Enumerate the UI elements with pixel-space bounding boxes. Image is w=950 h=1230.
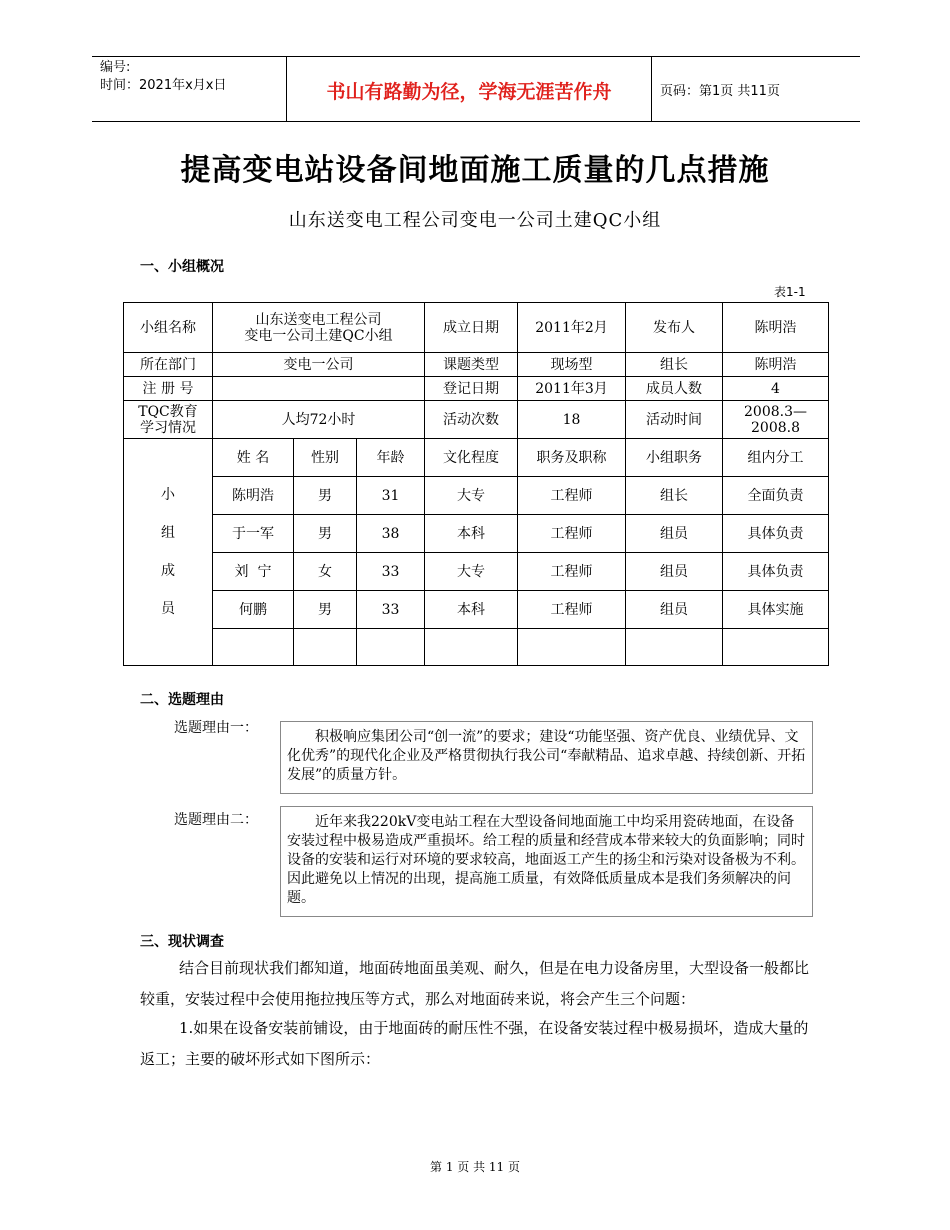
- column-header: 性别: [294, 439, 357, 477]
- group-name-line-2: 变电一公司土建QC小组: [244, 327, 393, 344]
- table-row: [124, 377, 829, 401]
- table-cell: 陈明浩: [213, 477, 294, 515]
- column-header: 文化程度: [425, 439, 518, 477]
- column-header: 姓 名: [213, 439, 294, 477]
- doc-time-label: 时间：2021年x月x日: [100, 78, 227, 93]
- table-cell: 人均72小时: [213, 401, 425, 439]
- table-cell: 男: [294, 477, 357, 515]
- table-cell: [723, 401, 829, 439]
- reason-2-box: [280, 806, 813, 917]
- header-divider-left: [286, 57, 287, 121]
- table-cell: [357, 629, 425, 666]
- side-char: 组: [161, 525, 175, 541]
- table-cell: 注 册 号: [124, 377, 213, 401]
- table-cell: 组长: [626, 477, 723, 515]
- side-char: 成: [161, 563, 175, 579]
- table-row: [124, 353, 829, 377]
- reason-1-box: [280, 721, 813, 794]
- table-cell: 工程师: [518, 553, 626, 591]
- table-cell: 何鹏: [213, 591, 294, 629]
- column-header: 年龄: [357, 439, 425, 477]
- table-cell: 所在部门: [124, 353, 213, 377]
- table-cell: 组员: [626, 591, 723, 629]
- status-paragraph-2: 1.如果在设备安装前铺设，由于地面砖的耐压性不强，在设备安装过程中极易损坏，造成大量的返工；主要的破坏形式如下图所示：: [140, 1019, 809, 1068]
- table-cell: 男: [294, 515, 357, 553]
- table-row: [124, 553, 829, 591]
- table-cell: [294, 629, 357, 666]
- table-cell: 发布人: [626, 303, 723, 353]
- table-cell: 33: [357, 553, 425, 591]
- column-header: 小组职务: [626, 439, 723, 477]
- side-char: 小: [161, 487, 175, 503]
- reason-2-text: 近年来我220kV变电站工程在大型设备间地面施工中均采用瓷砖地面，在设备安装过程中极易造成严重损坏。给工程的质量和经营成本带来较大的负面影响；同时设备的安装和运行对环境的要求较高，地面返工产生的扬尘和污染对设备极为不利。因此避免以上情况的出现，提高施工质量，有效降低质量成本是我们务须解决的问题。: [287, 814, 805, 906]
- table-cell: 具体负责: [723, 515, 829, 553]
- column-header: 组内分工: [723, 439, 829, 477]
- activity-period-line-1: 2008.3—: [744, 403, 807, 420]
- table-cell: 变电一公司: [213, 353, 425, 377]
- table-cell: 活动时间: [626, 401, 723, 439]
- table-cell: 4: [723, 377, 829, 401]
- tqc-label-line-2: 学习情况: [140, 419, 196, 436]
- header-motto: 书山有路勤为径，学海无涯苦作舟: [326, 81, 612, 103]
- table-cell: [723, 629, 829, 666]
- table-cell: 成立日期: [425, 303, 518, 353]
- table-cell: 38: [357, 515, 425, 553]
- table-cell: 大专: [425, 553, 518, 591]
- reason-1-text: 积极响应集团公司“创一流”的要求；建设“功能坚强、资产优良、业绩优异、文化优秀”的现代化企业及严格贯彻执行我公司“奉献精品、追求卓越、持续创新、开拓发展”的质量方针。: [287, 729, 806, 783]
- table-cell: 组员: [626, 515, 723, 553]
- table-cell: 活动次数: [425, 401, 518, 439]
- table-cell: 于一军: [213, 515, 294, 553]
- table-cell: 现场型: [518, 353, 626, 377]
- table-cell: 刘 宁: [213, 553, 294, 591]
- header-meta: [100, 59, 226, 95]
- table-row: [124, 515, 829, 553]
- table-row: [124, 439, 829, 477]
- table-cell: 2011年3月: [518, 377, 626, 401]
- section-3-heading: 三、现状调查: [140, 934, 224, 950]
- group-name-line-1: 山东送变电工程公司: [255, 311, 382, 328]
- page-footer: 第 1 页 共 11 页: [430, 1160, 520, 1174]
- document-subtitle: 山东送变电工程公司变电一公司土建QC小组: [288, 210, 662, 231]
- table-cell: 登记日期: [425, 377, 518, 401]
- reason-2-label: 选题理由二：: [174, 812, 258, 828]
- table-cell: 工程师: [518, 477, 626, 515]
- document-title: 提高变电站设备间地面施工质量的几点措施: [180, 153, 770, 188]
- table-cell: 小组名称: [124, 303, 213, 353]
- table-cell: 本科: [425, 515, 518, 553]
- side-char: 员: [161, 601, 175, 617]
- table-cell: 女: [294, 553, 357, 591]
- table-cell: 31: [357, 477, 425, 515]
- table-cell: 具体负责: [723, 553, 829, 591]
- table-row: [124, 401, 829, 439]
- header-top-rule: [92, 56, 860, 57]
- header-bottom-rule: [92, 121, 860, 122]
- group-overview-table: [123, 302, 829, 666]
- table-cell: [124, 401, 213, 439]
- header-page-indicator: 页码：第1页 共11页: [660, 84, 780, 99]
- table-cell: [626, 629, 723, 666]
- table-cell: 大专: [425, 477, 518, 515]
- table-cell: 陈明浩: [723, 353, 829, 377]
- table-cell: 组长: [626, 353, 723, 377]
- table-row: [124, 477, 829, 515]
- table-cell: [425, 629, 518, 666]
- table-number: 表1-1: [774, 285, 806, 299]
- table-row: [124, 591, 829, 629]
- table-row: [124, 629, 829, 666]
- status-paragraph-1: 结合目前现状我们都知道，地面砖地面虽美观、耐久，但是在电力设备房里，大型设备一般都比较重，安装过程中会使用拖拉拽压等方式，那么对地面砖来说，将会产生三个问题：: [140, 959, 810, 1008]
- table-cell: 工程师: [518, 515, 626, 553]
- column-header: 职务及职称: [518, 439, 626, 477]
- reason-1-label: 选题理由一：: [174, 720, 258, 736]
- section-1-heading: 一、小组概况: [140, 259, 224, 275]
- table-cell: 18: [518, 401, 626, 439]
- activity-period-line-2: 2008.8: [751, 419, 800, 436]
- members-side-label: [124, 439, 213, 666]
- table-cell: 工程师: [518, 591, 626, 629]
- table-cell: 2011年2月: [518, 303, 626, 353]
- table-cell: 男: [294, 591, 357, 629]
- table-cell: [213, 377, 425, 401]
- table-row: [124, 303, 829, 353]
- table-cell: [213, 629, 294, 666]
- table-cell: [213, 303, 425, 353]
- table-cell: [518, 629, 626, 666]
- table-cell: 课题类型: [425, 353, 518, 377]
- table-cell: 33: [357, 591, 425, 629]
- doc-number-label: 编号:: [100, 60, 131, 75]
- table-cell: 组员: [626, 553, 723, 591]
- table-cell: 陈明浩: [723, 303, 829, 353]
- table-cell: 本科: [425, 591, 518, 629]
- tqc-label-line-1: TQC教育: [138, 403, 198, 420]
- table-cell: 全面负责: [723, 477, 829, 515]
- section-2-heading: 二、选题理由: [140, 692, 224, 708]
- table-cell: 具体实施: [723, 591, 829, 629]
- table-cell: 成员人数: [626, 377, 723, 401]
- header-divider-right: [651, 57, 652, 121]
